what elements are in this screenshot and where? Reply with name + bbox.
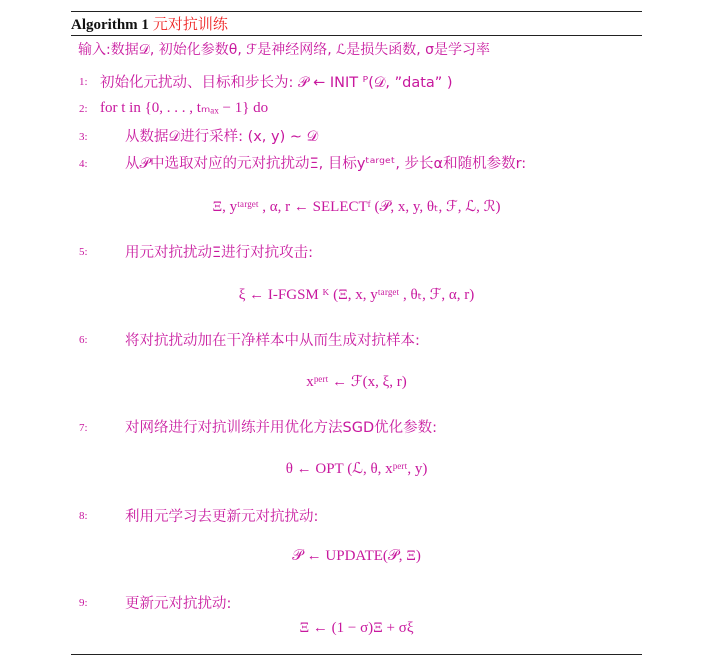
step-number: 7: — [79, 422, 88, 434]
step-formula: Ξ, yᵗᵃʳᵍᵉᵗ , α, r ← SELECTᶠ (𝒫, x, y, θₜ, ℱ, ℒ, ℛ) — [212, 199, 501, 215]
step-number: 5: — [79, 246, 88, 258]
algorithm-input: 输入:数据𝒟, 初始化参数θ, ℱ是神经网络, ℒ是损失函数, σ是学习率 — [78, 42, 491, 58]
step-number: 2: — [79, 103, 88, 115]
step-text: 对网络进行对抗训练并用优化方法SGD优化参数: — [125, 420, 437, 436]
step-number: 1: — [79, 76, 88, 88]
step-number: 6: — [79, 334, 88, 346]
algorithm-title — [71, 13, 228, 34]
bottom-rule — [71, 654, 642, 655]
step-text: 将对抗扰动加在干净样本中从而生成对抗样本: — [125, 333, 420, 349]
header-rule — [71, 35, 642, 36]
step-text: 利用元学习去更新元对抗扰动: — [125, 509, 319, 525]
step-formula: 𝒫 ← UPDATE(𝒫, Ξ) — [292, 548, 421, 564]
step-text: 更新元对抗扰动: — [125, 596, 232, 612]
step-text: 从数据𝒟进行采样: (x, y) ∼ 𝒟 — [125, 129, 319, 145]
algorithm-name: 元对抗训练 — [152, 17, 228, 33]
algorithm-label: Algorithm 1 — [71, 17, 149, 33]
step-number: 9: — [79, 597, 88, 609]
step-formula: θ ← OPT (ℒ, θ, xᵖᵉʳᵗ, y) — [285, 461, 428, 477]
step-formula: xᵖᵉʳᵗ ← ℱ(x, ξ, r) — [306, 374, 407, 390]
step-number: 8: — [79, 510, 88, 522]
step-text: 从𝒫中选取对应的元对抗扰动Ξ, 目标yᵗᵃʳᵍᵉᵗ, 步长α和随机参数r: — [125, 156, 527, 172]
step-formula: Ξ ← (1 − σ)Ξ + σξ — [299, 620, 414, 636]
step-text: 用元对抗扰动Ξ进行对抗攻击: — [125, 245, 314, 261]
step-text: 初始化元扰动、目标和步长为: 𝒫 ← INIT ᴾ(𝒟, ”data” ) — [100, 75, 453, 91]
step-text: for t in {0, . . . , tₘₐₓ − 1} do — [100, 100, 269, 116]
step-number: 3: — [79, 131, 88, 143]
step-number: 4: — [79, 158, 88, 170]
step-formula: ξ ← I-FGSM ᴷ (Ξ, x, yᵗᵃʳᵍᵉᵗ , θₜ, ℱ, α, r) — [238, 287, 475, 303]
